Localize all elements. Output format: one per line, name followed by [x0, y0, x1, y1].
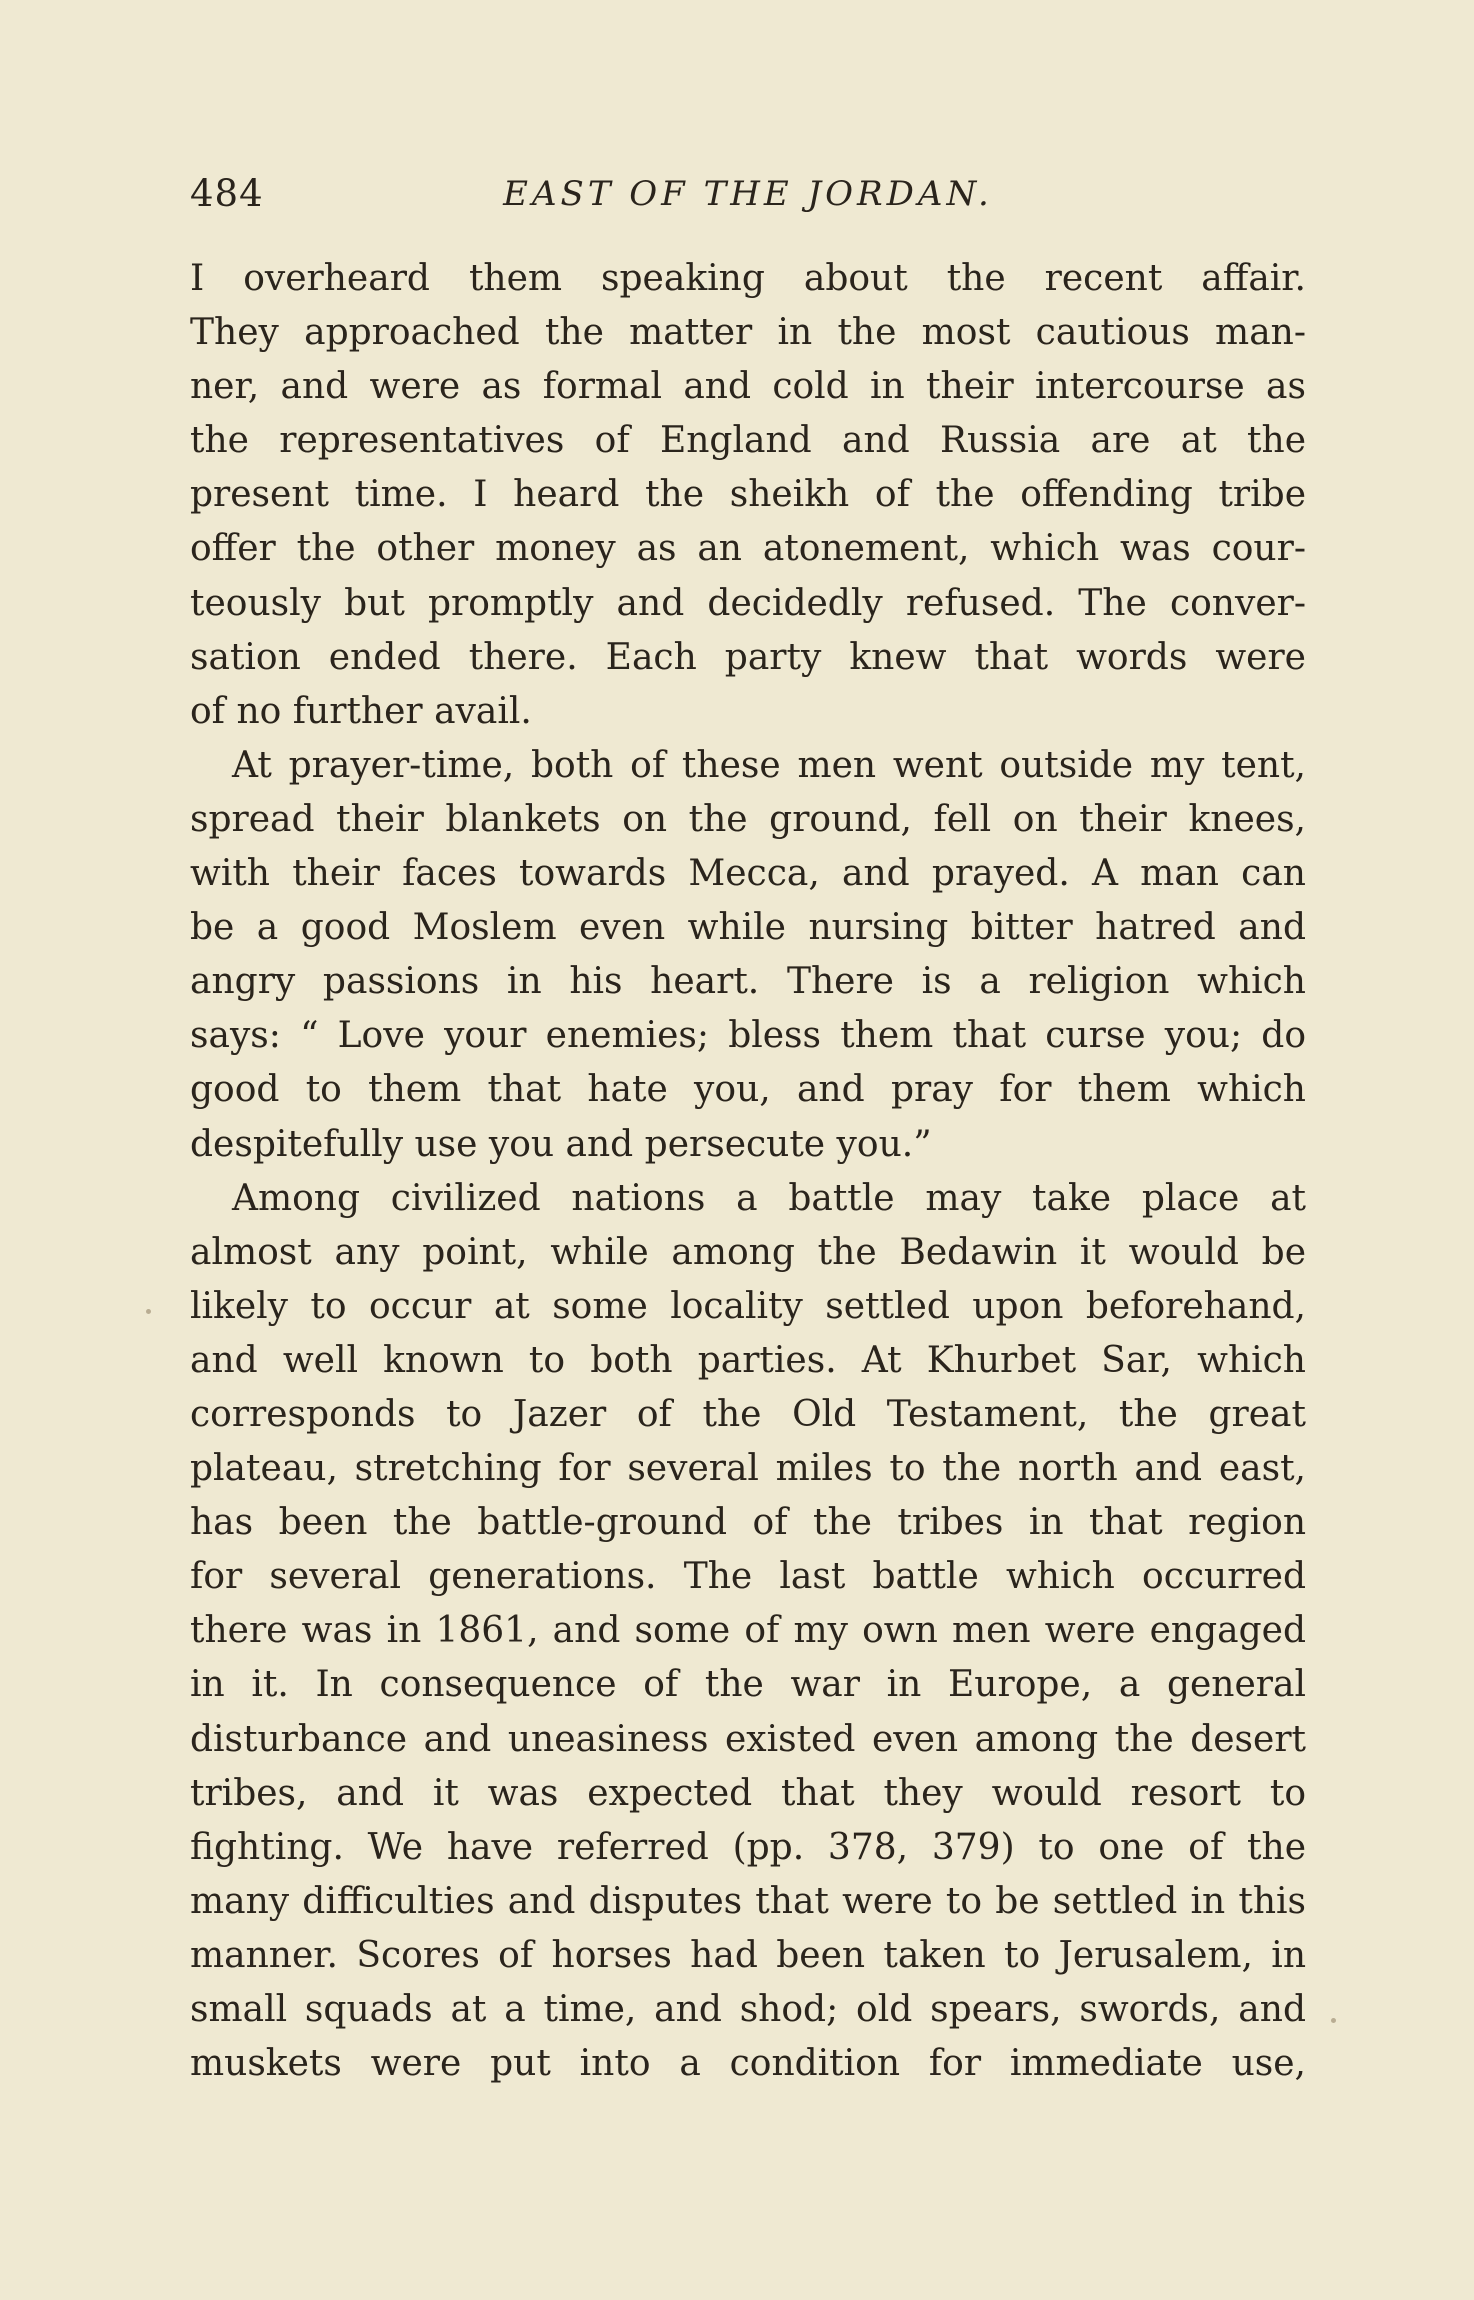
text-line: in it. In consequence of the war in Europe, a general	[190, 1664, 1306, 1706]
text-line: plateau, stretching for several miles to the north and east,	[190, 1448, 1306, 1490]
page-number: 484	[190, 172, 264, 215]
text-line: fighting. We have referred (pp. 378, 379) to one of the	[190, 1826, 1306, 1868]
text-line: spread their blankets on the ground, fell on their knees,	[190, 798, 1306, 840]
margin-speck	[1331, 2018, 1336, 2023]
text-line: of no further avail.	[190, 690, 532, 732]
text-line: be a good Moslem even while nursing bitter hatred and	[190, 907, 1306, 949]
text-line: likely to occur at some locality settled upon beforehand,	[190, 1285, 1306, 1327]
text-line: They approached the matter in the most cautious man-	[190, 312, 1306, 354]
text-line: present time. I heard the sheikh of the offending tribe	[190, 474, 1306, 516]
text-line: manner. Scores of horses had been taken to Jerusalem, in	[190, 1934, 1306, 1976]
text-line: ner, and were as formal and cold in their intercourse as	[190, 366, 1306, 408]
text-line: despitefully use you and persecute you.”	[190, 1123, 932, 1165]
text-line: sation ended there. Each party knew that words were	[190, 636, 1306, 678]
text-line: teously but promptly and decidedly refused. The conver-	[190, 582, 1306, 624]
text-line: corresponds to Jazer of the Old Testament, the great	[190, 1393, 1306, 1435]
running-title: EAST OF THE JORDAN.	[503, 174, 993, 214]
text-line: small squads at a time, and shod; old spears, swords, and	[190, 1989, 1306, 2030]
text-line: good to them that hate you, and pray for them which	[190, 1069, 1306, 1111]
margin-speck	[146, 1309, 151, 1314]
text-line: tribes, and it was expected that they would resort to	[190, 1772, 1306, 1814]
text-line: says: “ Love your enemies; bless them that curse you; do	[190, 1015, 1306, 1057]
text-line: offer the other money as an atonement, which was cour-	[190, 528, 1306, 570]
running-head	[190, 170, 1306, 218]
text-line: angry passions in his heart. There is a religion which	[190, 961, 1306, 1003]
text-line: many difficulties and disputes that were to be settled in this	[190, 1880, 1306, 1922]
paragraph-start-line: Among civilized nations a battle may take place at	[232, 1177, 1306, 1219]
body-text	[190, 252, 1306, 2091]
text-line: disturbance and uneasiness existed even among the desert	[190, 1718, 1306, 1760]
text-line: I overheard them speaking about the recent affair.	[190, 258, 1306, 299]
text-line: and well known to both parties. At Khurbet Sar, which	[190, 1339, 1306, 1381]
text-line: almost any point, while among the Bedawin it would be	[190, 1231, 1306, 1273]
text-line: for several generations. The last battle which occurred	[190, 1556, 1306, 1598]
text-line: there was in 1861, and some of my own men were engaged	[190, 1610, 1306, 1652]
text-line: the representatives of England and Russia are at the	[190, 420, 1306, 462]
paragraph-start-line: At prayer-time, both of these men went outside my tent,	[232, 744, 1306, 786]
text-line: with their faces towards Mecca, and prayed. A man can	[190, 853, 1306, 895]
text-line: muskets were put into a condition for immediate use,	[190, 2043, 1306, 2085]
text-line: has been the battle-ground of the tribes in that region	[190, 1502, 1306, 1544]
